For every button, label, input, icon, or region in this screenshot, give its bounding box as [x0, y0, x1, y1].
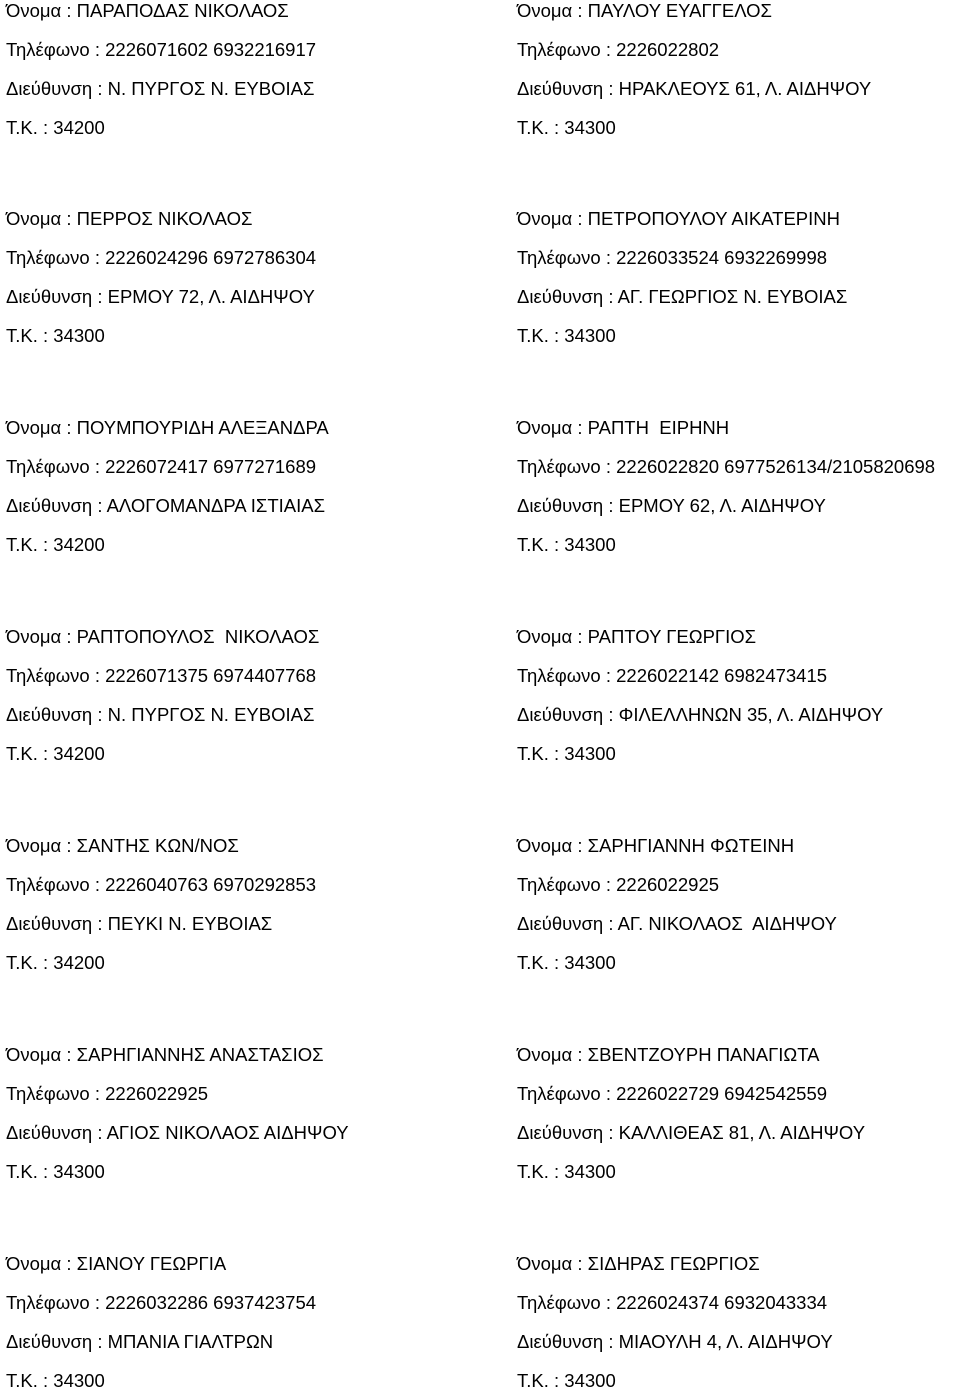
contact-address: Διεύθυνση : ΑΛΟΓΟΜΑΝΔΡΑ ΙΣΤΙΑΙΑΣ: [6, 495, 326, 517]
contact-address: Διεύθυνση : Ν. ΠΥΡΓΟΣ Ν. ΕΥΒΟΙΑΣ: [6, 704, 315, 726]
contact-address: Διεύθυνση : ΑΓ. ΝΙΚΟΛΑΟΣ ΑΙΔΗΨΟΥ: [517, 913, 837, 935]
contact-address: Διεύθυνση : ΗΡΑΚΛΕΟΥΣ 61, Λ. ΑΙΔΗΨΟΥ: [517, 78, 872, 100]
contact-entry: [517, 199, 960, 355]
contact-postal-code: Τ.Κ. : 34300: [6, 1161, 105, 1183]
contact-phone: Τηλέφωνο : 2226072417 6977271689: [6, 456, 317, 478]
contact-phone: Τηλέφωνο : 2226022925: [6, 1083, 209, 1105]
contact-address: Διεύθυνση : ΑΓ. ΓΕΩΡΓΙΟΣ Ν. ΕΥΒΟΙΑΣ: [517, 286, 848, 308]
contact-entry: [517, 1244, 960, 1400]
contact-address: Διεύθυνση : ΜΙΑΟΥΛΗ 4, Λ. ΑΙΔΗΨΟΥ: [517, 1331, 833, 1353]
contact-address: Διεύθυνση : ΜΠΑΝΙΑ ΓΙΑΛΤΡΩΝ: [6, 1331, 274, 1353]
contact-name: Όνομα : ΣΑΝΤΗΣ ΚΩΝ/ΝΟΣ: [6, 835, 239, 856]
contact-phone: Τηλέφωνο : 2226022729 6942542559: [517, 1083, 828, 1105]
contact-phone: Τηλέφωνο : 2226022142 6982473415: [517, 665, 828, 687]
contact-name: Όνομα : ΠΑΥΛΟΥ ΕΥΑΓΓΕΛΟΣ: [517, 0, 772, 21]
contact-entry: [517, 0, 960, 147]
contact-postal-code: Τ.Κ. : 34300: [517, 743, 616, 765]
contact-postal-code: Τ.Κ. : 34200: [6, 117, 105, 139]
contact-phone: Τηλέφωνο : 2226040763 6970292853: [6, 874, 317, 896]
contact-address: Διεύθυνση : Ν. ΠΥΡΓΟΣ Ν. ΕΥΒΟΙΑΣ: [6, 78, 315, 100]
contact-phone: Τηλέφωνο : 2226022925: [517, 874, 720, 896]
contact-address: Διεύθυνση : ΕΡΜΟΥ 62, Λ. ΑΙΔΗΨΟΥ: [517, 495, 826, 517]
contact-postal-code: Τ.Κ. : 34200: [6, 952, 105, 974]
contact-name: Όνομα : ΡΑΠΤΗ ΕΙΡΗΝΗ: [517, 417, 730, 438]
contact-name: Όνομα : ΠΕΤΡΟΠΟΥΛΟΥ ΑΙΚΑΤΕΡΙΝΗ: [517, 208, 841, 229]
contact-entry: [6, 826, 466, 982]
contact-address: Διεύθυνση : ΦΙΛΕΛΛΗΝΩΝ 35, Λ. ΑΙΔΗΨΟΥ: [517, 704, 884, 726]
contact-name: Όνομα : ΠΕΡΡΟΣ ΝΙΚΟΛΑΟΣ: [6, 208, 253, 229]
contact-postal-code: Τ.Κ. : 34300: [6, 1370, 105, 1392]
contact-phone: Τηλέφωνο : 2226071602 6932216917: [6, 39, 317, 61]
contact-phone: Τηλέφωνο : 2226032286 6937423754: [6, 1292, 317, 1314]
contact-name: Όνομα : ΣΙΔΗΡΑΣ ΓΕΩΡΓΙΟΣ: [517, 1253, 760, 1274]
contact-postal-code: Τ.Κ. : 34300: [6, 325, 105, 347]
contact-name: Όνομα : ΡΑΠΤΟΠΟΥΛΟΣ ΝΙΚΟΛΑΟΣ: [6, 626, 320, 647]
contact-address: Διεύθυνση : ΚΑΛΛΙΘΕΑΣ 81, Λ. ΑΙΔΗΨΟΥ: [517, 1122, 866, 1144]
contact-entry: [517, 617, 960, 773]
contact-address: Διεύθυνση : ΠΕΥΚΙ Ν. ΕΥΒΟΙΑΣ: [6, 913, 273, 935]
contact-entry: [6, 1035, 466, 1191]
contact-name: Όνομα : ΣΑΡΗΓΙΑΝΝΗΣ ΑΝΑΣΤΑΣΙΟΣ: [6, 1044, 324, 1065]
contact-entry: [6, 1244, 466, 1400]
contact-name: Όνομα : ΣΒΕΝΤΖΟΥΡΗ ΠΑΝΑΓΙΩΤΑ: [517, 1044, 820, 1065]
contact-postal-code: Τ.Κ. : 34200: [6, 534, 105, 556]
contact-entry: [6, 617, 466, 773]
contact-entry: [517, 1035, 960, 1191]
contact-name: Όνομα : ΡΑΠΤΟΥ ΓΕΩΡΓΙΟΣ: [517, 626, 757, 647]
contact-phone: Τηλέφωνο : 2226071375 6974407768: [6, 665, 317, 687]
contact-name: Όνομα : ΣΙΑΝΟΥ ΓΕΩΡΓΙΑ: [6, 1253, 227, 1274]
contact-entry: [517, 826, 960, 982]
contact-phone: Τηλέφωνο : 2226024374 6932043334: [517, 1292, 828, 1314]
contact-name: Όνομα : ΠΟΥΜΠΟΥΡΙΔΗ ΑΛΕΞΑΝΔΡΑ: [6, 417, 329, 438]
contact-entry: [517, 408, 960, 564]
contact-phone: Τηλέφωνο : 2226022820 6977526134/2105820698: [517, 456, 936, 478]
contact-postal-code: Τ.Κ. : 34300: [517, 952, 616, 974]
contact-name: Όνομα : ΠΑΡΑΠΟΔΑΣ ΝΙΚΟΛΑΟΣ: [6, 0, 289, 21]
contact-entry: [6, 199, 466, 355]
contact-postal-code: Τ.Κ. : 34300: [517, 117, 616, 139]
contact-phone: Τηλέφωνο : 2226022802: [517, 39, 720, 61]
contact-postal-code: Τ.Κ. : 34300: [517, 1370, 616, 1392]
contact-phone: Τηλέφωνο : 2226024296 6972786304: [6, 247, 317, 269]
contact-phone: Τηλέφωνο : 2226033524 6932269998: [517, 247, 828, 269]
contact-name: Όνομα : ΣΑΡΗΓΙΑΝΝΗ ΦΩΤΕΙΝΗ: [517, 835, 795, 856]
contact-address: Διεύθυνση : ΑΓΙΟΣ ΝΙΚΟΛΑΟΣ ΑΙΔΗΨΟΥ: [6, 1122, 349, 1144]
contact-postal-code: Τ.Κ. : 34300: [517, 534, 616, 556]
contact-entry: [6, 0, 466, 147]
contact-entry: [6, 408, 466, 564]
contact-postal-code: Τ.Κ. : 34200: [6, 743, 105, 765]
contact-postal-code: Τ.Κ. : 34300: [517, 1161, 616, 1183]
contact-address: Διεύθυνση : ΕΡΜΟΥ 72, Λ. ΑΙΔΗΨΟΥ: [6, 286, 315, 308]
contact-postal-code: Τ.Κ. : 34300: [517, 325, 616, 347]
